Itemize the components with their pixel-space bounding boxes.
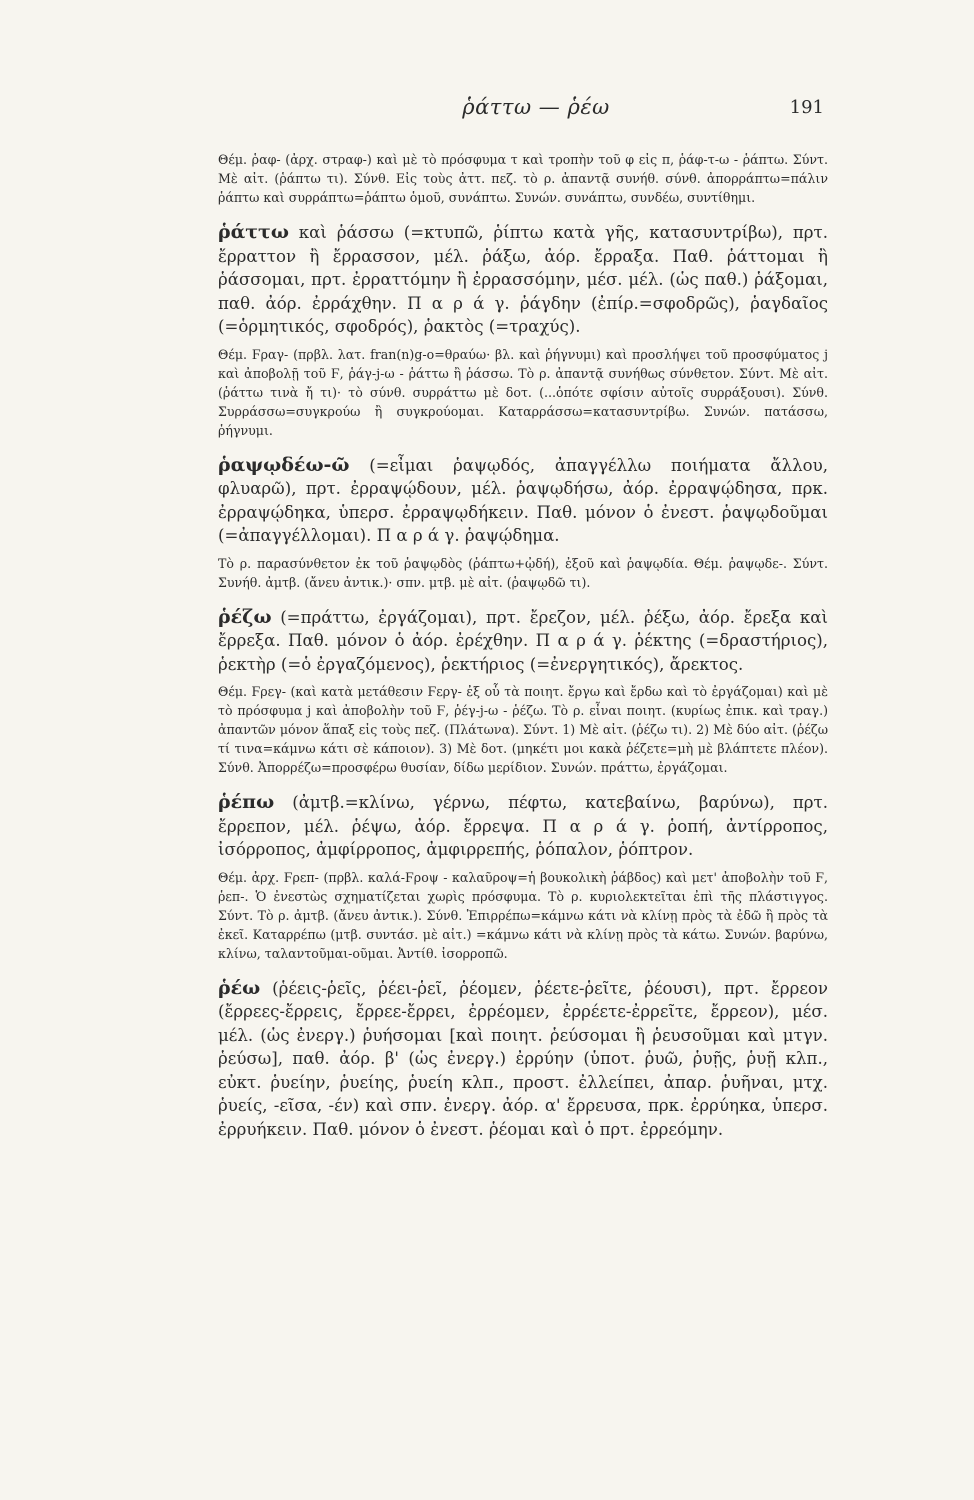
page-number: 191: [789, 97, 824, 118]
entry-main-text: (=πράττω, ἐργάζομαι), πρτ. ἔρεζον, μέλ. ῥέξω, ἀόρ. ἔρεξα καὶ ἔρρεξα. Παθ. μόνον ὁ ἀόρ. ἐρέχθην. Π α ρ ά γ. ῥέκτης (=δραστήριος), ῥεκτὴρ (=ὁ ἐργαζόμενος), ῥεκτήριος (=ἐνεργητικός), ἄρεκτος.: [218, 607, 829, 674]
entry-rhezo: [218, 606, 828, 778]
entry-lemma: ῥαψῳδέω-ῶ: [218, 453, 350, 476]
entry-main: [218, 606, 828, 677]
entry-lemma: ῥάττω: [218, 221, 289, 243]
entry-note: Τὸ ρ. παρασύνθετον ἐκ τοῦ ῥαψῳδὸς (ῥάπτω+ᾠδή), ἐξοῦ καὶ ῥαψῳδία. Θέμ. ῥαψῳδε-. Σύντ. Συνήθ. ἀμτβ. (ἄνευ ἀντικ.)· σπν. μτβ. μὲ αἰτ. (ῥαψῳδῶ τι).: [218, 555, 828, 590]
entry-main-text: (=εἶμαι ῥαψῳδός, ἀπαγγέλλω ποιήματα ἄλλου, φλυαρῶ), πρτ. ἐρραψῴδουν, μέλ. ῥαψῳδήσω, ἀόρ. ἐρραψῴδησα, πρκ. ἐρραψῴδηκα, ὑπερσ. ἐρραψῳδήκειν. Παθ. μόνον ὁ ἐνεστ. ῥαψῳδοῦμαι (=ἀπαγγέλλομαι). Π α ρ ά γ. ῥαψῴδημα.: [218, 455, 828, 545]
entry-main: [218, 221, 828, 339]
page-header: [248, 95, 824, 135]
entry-rhapsodeo: [218, 454, 828, 592]
page-body: [218, 150, 828, 1141]
entry-rhepo: [218, 791, 828, 963]
entry-note: Θέμ. Ϝραγ- (πρβλ. λατ. fran(n)g-o=θραύω· βλ. καὶ ῥήγνυμι) καὶ προσλήψει τοῦ προσφύματος j καὶ ἀποβολῇ τοῦ Ϝ, ῥάγ-j-ω - ῥάττω ἢ ῥάσσω. Τὸ ρ. ἀπαντᾷ συνήθως σύνθετον. Σύντ. Μὲ αἰτ. (ῥάττω τινὰ ἤ τι)· τὸ σύνθ. συρράττω μὲ δοτ. (...ὁπότε σφίσιν αὐτοῖς συρράξουσι). Σύνθ. Συρράσσω=συγκρούω ἢ συγκρούομαι. Καταρράσσω=κατασυντρίβω. Συνών. πατάσσω, ῥήγνυμι.: [218, 346, 828, 438]
entry-rhatto: [218, 221, 828, 440]
intro-note: Θέμ. ῥαφ- (ἀρχ. στραφ-) καὶ μὲ τὸ πρόσφυμα τ καὶ τροπὴν τοῦ φ εἰς π, ῥάφ-τ-ω - ῥάπτω. Σύντ. Μὲ αἰτ. (ῥάπτω τι). Σύνθ. Εἰς τοὺς ἀττ. πεζ. τὸ ρ. ἀπαντᾷ συνήθ. σύνθ. ἀπορράπτω=πάλιν ῥάπτω καὶ συρράπτω=ῥάπτω ὁμοῦ, συνάπτω. Συνών. συνάπτω, συνδέω, συντίθημι.: [218, 152, 828, 205]
entry-main: [218, 977, 828, 1142]
entry-main: [218, 791, 828, 862]
entry-main: [218, 454, 828, 548]
entry-lemma: ῥέω: [218, 976, 261, 999]
entry-note: Θέμ. Ϝρεγ- (καὶ κατὰ μετάθεσιν Ϝεργ- ἐξ οὗ τὰ ποιητ. ἔργω καὶ ἔρδω καὶ τὸ ἐργάζομαι) καὶ μὲ τὸ πρόσφυμα j καὶ ἀποβολὴν τοῦ Ϝ, ῥέγ-j-ω - ῥέζω. Τὸ ρ. εἶναι ποιητ. (κυρίως ἐπικ. καὶ τραγ.) ἀπαντῶν μόνον ἅπαξ εἰς τοὺς πεζ. (Πλάτωνα). Σύντ. 1) Μὲ αἰτ. (ῥέζω τι). 2) Μὲ δύο αἰτ. (ῥέζω τί τινα=κάμνω κάτι σὲ κάποιον). 3) Μὲ δοτ. (μηκέτι μοι κακὰ ῥέζετε=μὴ μὲ βλάπτετε πλέον). Σύνθ. Ἀπορρέζω=προσφέρω θυσίαν, δίδω μερίδιον. Συνών. πράττω, ἐργάζομαι.: [218, 684, 828, 775]
entry-lemma: ῥέζω: [218, 605, 272, 628]
entry-rheo: [218, 977, 828, 1142]
running-title: ῥάττω — ῥέω: [462, 95, 610, 119]
entry-note: Θέμ. ἀρχ. Ϝρεπ- (πρβλ. καλά-Ϝροψ - καλαῦροψ=ἡ βουκολικὴ ῥάβδος) καὶ μετ' ἀποβολὴν τοῦ Ϝ, ῥεπ-. Ὁ ἐνεστὼς σχηματίζεται χωρὶς πρόσφυμα. Τὸ ρ. κυριολεκτεῖται ἐπὶ τῆς πλάστιγγος. Σύντ. Τὸ ρ. ἀμτβ. (ἄνευ ἀντικ.). Σύνθ. Ἐπιρρέπω=κάμνω κάτι νὰ κλίνῃ πρὸς τὰ ἐδῶ ἢ πρὸς τὰ ἐκεῖ. Καταρρέπω (μτβ. συντάσ. μὲ αἰτ.) =κάμνω κάτι νὰ κλίνῃ πρὸς τὰ κάτω. Συνών. βαρύνω, κλίνω, ταλαντοῦμαι-οῦμαι. Ἀντίθ. ἰσορροπῶ.: [218, 869, 828, 961]
entry-main-text: καὶ ῥάσσω (=κτυπῶ, ῥίπτω κατὰ γῆς, κατασυντρίβω), πρτ. ἔρραττον ἢ ἔρρασσον, μέλ. ῥάξω, ἀόρ. ἔρραξα. Παθ. ῥάττομαι ἢ ῥάσσομαι, πρτ. ἐρραττόμην ἢ ἐρρασσόμην, μέσ. μέλ. (ὡς παθ.) ῥάξομαι, παθ. ἀόρ. ἐρράχθην. Π α ρ ά γ. ῥάγδην (ἐπίρ.=σφοδρῶς), ῥαγδαῖος (=ὁρμητικός, σφοδρός), ῥακτὸς (=τραχύς).: [218, 223, 828, 336]
entry-main-text: (ῥέεις-ῥεῖς, ῥέει-ῥεῖ, ῥέομεν, ῥέετε-ῥεῖτε, ῥέουσι), πρτ. ἔρρεον (ἔρρεες-ἔρρεις, ἔρρεε-ἔρρει, ἐρρέομεν, ἐρρέετε-ἐρρεῖτε, ἔρρεον), μέσ. μέλ. (ὡς ἐνεργ.) ῥυήσομαι [καὶ ποιητ. ῥεύσομαι ἢ ῥευσοῦμαι καὶ μτγν. ῥεύσω], παθ. ἀόρ. β' (ὡς ἐνεργ.) ἐρρύην (ὑποτ. ῥυῶ, ῥυῇς, ῥυῇ κλπ., εὐκτ. ῥυείην, ῥυείης, ῥυείη κλπ., προστ. ἐλλείπει, ἀπαρ. ῥυῆναι, μτχ. ῥυείς, -εῖσα, -έν) καὶ σπν. ἐνεργ. ἀόρ. α' ἔρρευσα, πρκ. ἐρρύηκα, ὑπερσ. ἐρρυήκειν. Παθ. μόνον ὁ ἐνεστ. ῥέομαι καὶ ὁ πρτ. ἐρρεόμην.: [218, 978, 828, 1139]
entry-main-text: (ἀμτβ.=κλίνω, γέρνω, πέφτω, κατεβαίνω, βαρύνω), πρτ. ἔρρεπον, μέλ. ῥέψω, ἀόρ. ἔρρεψα. Π α ρ ά γ. ῥοπή, ἀντίρροπος, ἰσόρροπος, ἀμφίρροπος, ἀμφιρρεπής, ῥόπαλον, ῥόπτρον.: [218, 793, 828, 859]
entry-lemma: ῥέπω: [218, 791, 275, 813]
